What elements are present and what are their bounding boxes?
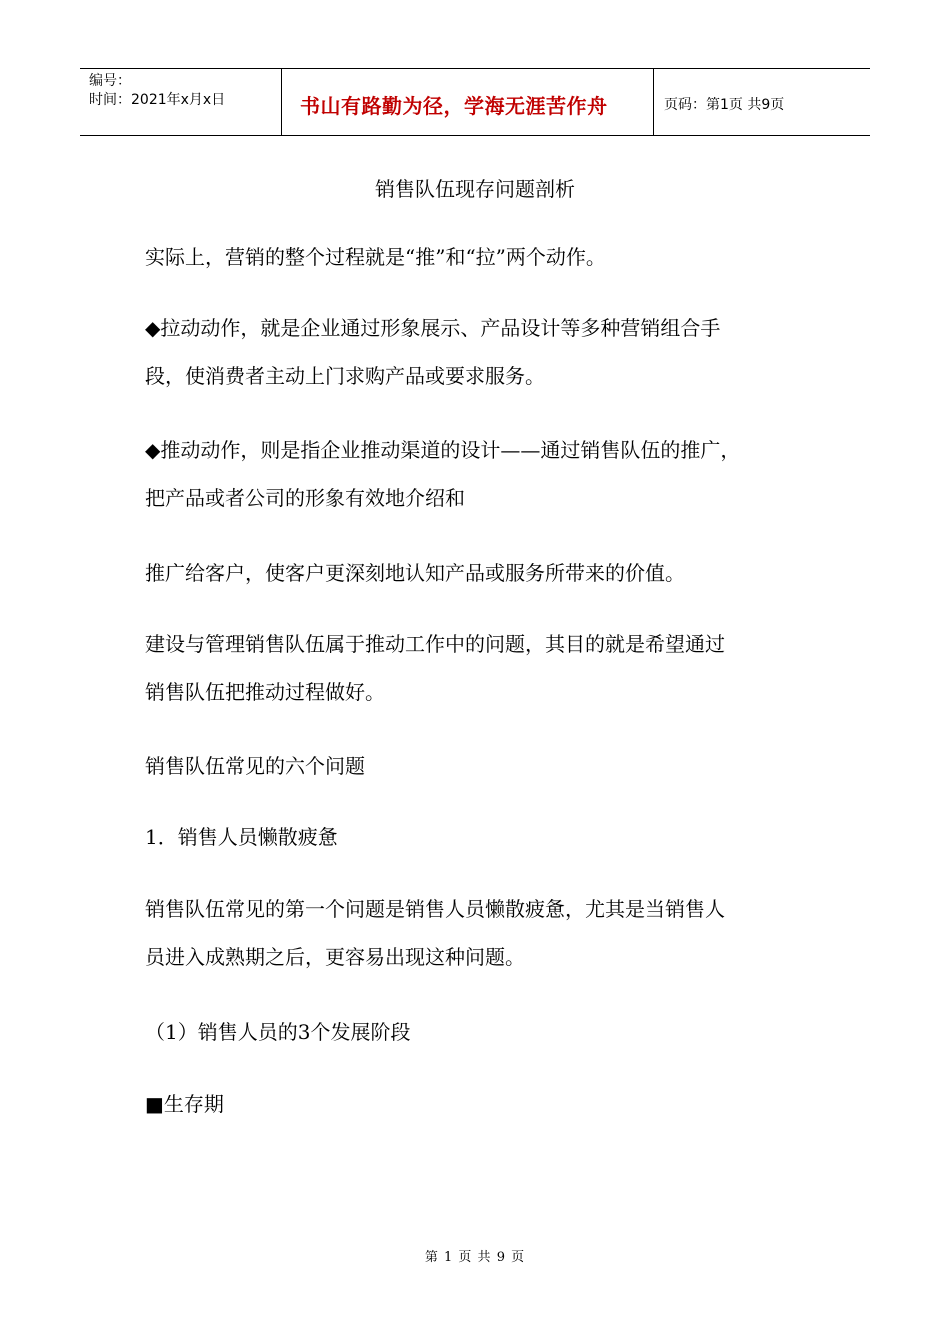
paragraph-line: 推广给客户，使客户更深刻地认知产品或服务所带来的价值。 xyxy=(145,561,685,585)
paragraph-line: 1．销售人员懒散疲惫 xyxy=(145,825,338,849)
document-number-label: 编号： xyxy=(89,73,131,89)
paragraph-line: 实际上，营销的整个过程就是“推”和“拉”两个动作。 xyxy=(145,245,606,269)
header-motto-cell xyxy=(282,69,654,135)
header-page-cell xyxy=(654,69,870,135)
paragraph-line: ◆推动动作，则是指企业推动渠道的设计——通过销售队伍的推广， xyxy=(145,438,741,462)
header-motto: 书山有路勤为径，学海无涯苦作舟 xyxy=(300,93,608,118)
header-meta-cell xyxy=(80,69,282,135)
paragraph xyxy=(145,620,815,716)
paragraph xyxy=(145,233,815,281)
paragraph-line: 销售队伍把推动过程做好。 xyxy=(145,680,385,704)
subsection-heading xyxy=(145,813,815,861)
subsection-heading xyxy=(145,1008,815,1056)
paragraph-line: 销售队伍常见的第一个问题是销售人员懒散疲惫，尤其是当销售人 xyxy=(145,897,725,921)
paragraph-line: 建设与管理销售队伍属于推动工作中的问题，其目的就是希望通过 xyxy=(145,632,725,656)
paragraph-line: 销售队伍常见的六个问题 xyxy=(145,754,365,778)
paragraph xyxy=(145,549,815,597)
section-heading xyxy=(145,742,815,790)
paragraph xyxy=(145,885,815,981)
paragraph-line: ■生存期 xyxy=(145,1092,224,1116)
header-page-info: 页码：第1页 共9页 xyxy=(664,97,785,113)
paragraph xyxy=(145,304,815,400)
page-footer: 第 1 页 共 9 页 xyxy=(424,1250,526,1265)
page-header xyxy=(80,68,870,136)
paragraph-line: （1）销售人员的3个发展阶段 xyxy=(145,1020,411,1044)
paragraph xyxy=(145,426,815,522)
paragraph-line: 员进入成熟期之后，更容易出现这种问题。 xyxy=(145,945,525,969)
paragraph-line: 段，使消费者主动上门求购产品或要求服务。 xyxy=(145,364,545,388)
list-item xyxy=(145,1080,815,1128)
document-title: 销售队伍现存问题剖析 xyxy=(375,177,575,201)
paragraph-line: 把产品或者公司的形象有效地介绍和 xyxy=(145,486,465,510)
document-date-label: 时间：2021年x月x日 xyxy=(89,92,226,108)
paragraph-line: ◆拉动动作，就是企业通过形象展示、产品设计等多种营销组合手 xyxy=(145,316,721,340)
